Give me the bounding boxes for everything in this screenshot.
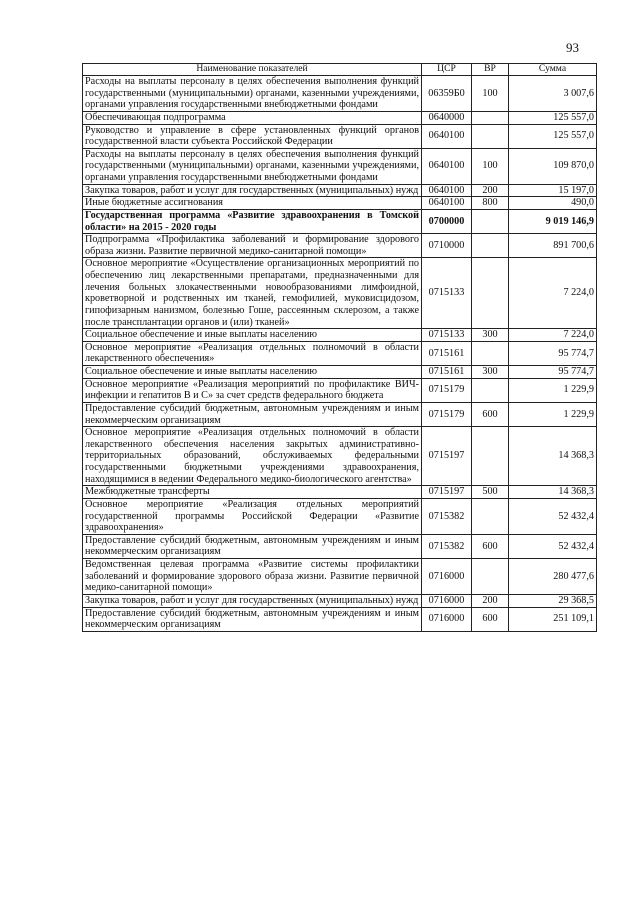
- cell-sum: 280 477,6: [509, 559, 597, 595]
- cell-sum: 3 007,6: [509, 76, 597, 112]
- cell-csr: 0715133: [422, 258, 472, 329]
- cell-name: Социальное обеспечение и иные выплаты населению: [83, 366, 422, 379]
- table-row: [83, 486, 597, 499]
- cell-name: Ведомственная целевая программа «Развитие системы профилактики заболеваний и формирование здорового образа жизни. Развитие первичной медико-санитарной помощи»: [83, 559, 422, 595]
- table-row: [83, 534, 597, 558]
- table-row: [83, 184, 597, 197]
- table-row: [83, 427, 597, 486]
- cell-vr: [472, 498, 509, 534]
- cell-csr: 0715197: [422, 486, 472, 499]
- cell-vr: 800: [472, 197, 509, 210]
- cell-sum: 1 229,9: [509, 378, 597, 402]
- cell-sum: 891 700,6: [509, 234, 597, 258]
- table-row: [83, 329, 597, 342]
- cell-vr: 300: [472, 366, 509, 379]
- table-row: [83, 559, 597, 595]
- cell-vr: 600: [472, 534, 509, 558]
- cell-vr: [472, 111, 509, 124]
- cell-vr: 100: [472, 148, 509, 184]
- cell-csr: 0715161: [422, 341, 472, 365]
- cell-csr: 0716000: [422, 607, 472, 631]
- cell-vr: [472, 378, 509, 402]
- cell-sum: 7 224,0: [509, 258, 597, 329]
- cell-csr: 0640100: [422, 124, 472, 148]
- table-row: [83, 341, 597, 365]
- cell-csr: 0640100: [422, 184, 472, 197]
- cell-sum: 125 557,0: [509, 124, 597, 148]
- cell-sum: 95 774,7: [509, 366, 597, 379]
- cell-sum: 9 019 146,9: [509, 209, 597, 233]
- cell-vr: 200: [472, 594, 509, 607]
- cell-name: Предоставление субсидий бюджетным, автономным учреждениям и иным некоммерческим организациям: [83, 607, 422, 631]
- cell-csr: 06359Б0: [422, 76, 472, 112]
- cell-sum: 52 432,4: [509, 534, 597, 558]
- cell-csr: 0640000: [422, 111, 472, 124]
- table-row: [83, 209, 597, 233]
- table-row: [83, 234, 597, 258]
- cell-sum: 29 368,5: [509, 594, 597, 607]
- header-vr: ВР: [472, 64, 509, 76]
- cell-vr: 300: [472, 329, 509, 342]
- cell-vr: 200: [472, 184, 509, 197]
- table-row: [83, 258, 597, 329]
- cell-sum: 109 870,0: [509, 148, 597, 184]
- cell-csr: 0715133: [422, 329, 472, 342]
- cell-name: Подпрограмма «Профилактика заболеваний и формирование здорового образа жизни. Развитие первичной медико-санитарной помощи»: [83, 234, 422, 258]
- table-row: [83, 402, 597, 426]
- cell-csr: 0710000: [422, 234, 472, 258]
- cell-vr: [472, 559, 509, 595]
- cell-name: Расходы на выплаты персоналу в целях обеспечения выполнения функций государственными (муниципальными) органами, казенными учреждениями, органами управления государственными внебюджетными фондами: [83, 76, 422, 112]
- cell-name: Основное мероприятие «Реализация отдельных мероприятий государственной программы Российской Федерации «Развитие здравоохранения»: [83, 498, 422, 534]
- cell-vr: [472, 234, 509, 258]
- table-row: [83, 197, 597, 210]
- cell-name: Руководство и управление в сфере установленных функций органов государственной власти субъекта Российской Федерации: [83, 124, 422, 148]
- cell-csr: 0715179: [422, 402, 472, 426]
- cell-csr: 0700000: [422, 209, 472, 233]
- table-row: [83, 366, 597, 379]
- table-row: [83, 594, 597, 607]
- cell-csr: 0715179: [422, 378, 472, 402]
- cell-vr: [472, 124, 509, 148]
- cell-vr: 600: [472, 402, 509, 426]
- header-csr: ЦСР: [422, 64, 472, 76]
- cell-sum: 251 109,1: [509, 607, 597, 631]
- cell-sum: 1 229,9: [509, 402, 597, 426]
- table-row: [83, 498, 597, 534]
- cell-sum: 14 368,3: [509, 427, 597, 486]
- cell-vr: [472, 341, 509, 365]
- page-number: 93: [566, 40, 579, 55]
- table-row: [83, 124, 597, 148]
- table-row: [83, 378, 597, 402]
- cell-name: Предоставление субсидий бюджетным, автономным учреждениям и иным некоммерческим организациям: [83, 402, 422, 426]
- cell-vr: [472, 209, 509, 233]
- header-sum: Сумма: [509, 64, 597, 76]
- cell-name: Предоставление субсидий бюджетным, автономным учреждениям и иным некоммерческим организациям: [83, 534, 422, 558]
- cell-name: Основное мероприятие «Реализация отдельных полномочий в области лекарственного обеспечения»: [83, 341, 422, 365]
- cell-name: Основное мероприятие «Реализация отдельных полномочий в области лекарственного обеспечения населения закрытых административно-территориальных образований, обслуживаемых федеральными государственными бюджетными учреждениями здравоохранения, находящимися в ведении Федерального медико-биологического агентства»: [83, 427, 422, 486]
- cell-vr: 500: [472, 486, 509, 499]
- table-header-row: [83, 64, 597, 76]
- budget-table: [82, 63, 597, 632]
- cell-name: Обеспечивающая подпрограмма: [83, 111, 422, 124]
- cell-csr: 0716000: [422, 559, 472, 595]
- cell-csr: 0716000: [422, 594, 472, 607]
- cell-sum: 7 224,0: [509, 329, 597, 342]
- table-row: [83, 111, 597, 124]
- cell-csr: 0715382: [422, 534, 472, 558]
- cell-vr: [472, 427, 509, 486]
- cell-name: Социальное обеспечение и иные выплаты населению: [83, 329, 422, 342]
- table-row: [83, 607, 597, 631]
- cell-name: Основное мероприятие «Реализация мероприятий по профилактике ВИЧ-инфекции и гепатитов В и С» за счет средств федерального бюджета: [83, 378, 422, 402]
- cell-sum: 95 774,7: [509, 341, 597, 365]
- header-name: Наименование показателей: [83, 64, 422, 76]
- cell-name: Закупка товаров, работ и услуг для государственных (муниципальных) нужд: [83, 594, 422, 607]
- cell-sum: 52 432,4: [509, 498, 597, 534]
- cell-name: Иные бюджетные ассигнования: [83, 197, 422, 210]
- cell-name: Расходы на выплаты персоналу в целях обеспечения выполнения функций государственными (муниципальными) органами, казенными учреждениями, органами управления государственными внебюджетными фондами: [83, 148, 422, 184]
- cell-csr: 0640100: [422, 148, 472, 184]
- table-row: [83, 76, 597, 112]
- cell-csr: 0715161: [422, 366, 472, 379]
- cell-vr: 600: [472, 607, 509, 631]
- cell-name: Закупка товаров, работ и услуг для государственных (муниципальных) нужд: [83, 184, 422, 197]
- cell-name: Межбюджетные трансферты: [83, 486, 422, 499]
- cell-name: Основное мероприятие «Осуществление организационных мероприятий по обеспечению лиц лекарственными препаратами, предназначенными для лечения больных злокачественными новообразованиями лимфоидной, кроветворной и родственных им тканей, гемофилией, муковисцидозом, гипофизарным нанизмом, болезнью Гоше, рассеянным склерозом, а также после трансплантации органов и (или) тканей»: [83, 258, 422, 329]
- cell-sum: 15 197,0: [509, 184, 597, 197]
- cell-vr: [472, 258, 509, 329]
- cell-csr: 0715197: [422, 427, 472, 486]
- cell-sum: 490,0: [509, 197, 597, 210]
- cell-csr: 0715382: [422, 498, 472, 534]
- cell-sum: 125 557,0: [509, 111, 597, 124]
- cell-sum: 14 368,3: [509, 486, 597, 499]
- cell-vr: 100: [472, 76, 509, 112]
- cell-csr: 0640100: [422, 197, 472, 210]
- table-row: [83, 148, 597, 184]
- cell-name: Государственная программа «Развитие здравоохранения в Томской области» на 2015 - 2020 годы: [83, 209, 422, 233]
